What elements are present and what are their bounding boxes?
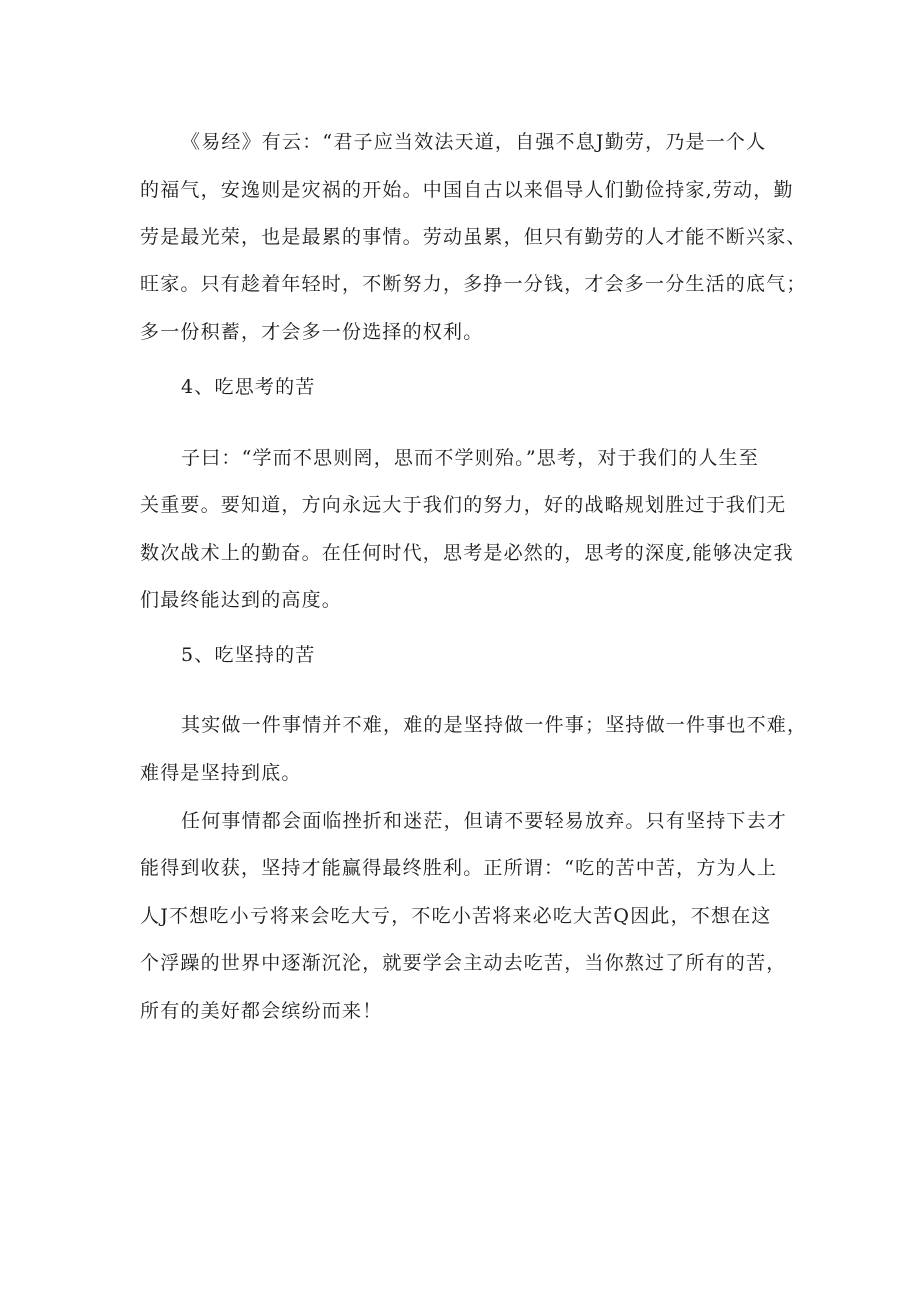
text-line: 人J不想吃小亏将来会吃大亏，不吃小苦将来必吃大苦Q因此，不想在这: [140, 905, 772, 927]
text-line: 其实做一件事情并不难，难的是坚持做一件事；坚持做一件事也不难，: [181, 714, 808, 736]
text-line: 关重要。要知道，方向永远大于我们的努力，好的战略规划胜过于我们无: [140, 494, 787, 516]
text-line: 数次战术上的勤奋。在任何时代，思考是必然的，思考的深度,能够决定我: [140, 542, 794, 564]
text-line: 难得是坚持到底。: [140, 762, 302, 784]
text-line: 子曰：“学而不思则罔，思而不学则殆。”思考，对于我们的人生至: [181, 447, 759, 469]
text-line: 所有的美好都会缤纷而来！: [140, 1000, 383, 1022]
section-heading-5: 5、吃坚持的苦: [181, 644, 316, 666]
text-line: 们最终能达到的高度。: [140, 589, 343, 611]
text-line: 能得到收获，坚持才能赢得最终胜利。正所谓：“吃的苦中苦，方为人上: [140, 857, 778, 879]
text-line: 劳是最光荣，也是最累的事情。劳动虽累，但只有勤劳的人才能不断兴家、: [140, 226, 807, 248]
text-line: 任何事情都会面临挫折和迷茫，但请不要轻易放弃。只有坚持下去才: [181, 810, 788, 832]
text-line: 旺家。只有趁着年轻时，不断努力，多挣一分钱，才会多一分生活的底气；: [140, 273, 807, 295]
section-heading-4: 4、吃思考的苦: [181, 376, 316, 398]
text-line: 的福气，安逸则是灾祸的开始。中国自古以来倡导人们勤俭持家,劳动，勤: [140, 179, 794, 201]
text-line: 多一份积蓄，才会多一份选择的权利。: [140, 321, 484, 343]
text-line: 个浮躁的世界中逐渐沉沦，就要学会主动去吃苦，当你熬过了所有的苦，: [140, 952, 787, 974]
text-line: 《易经》有云：“君子应当效法天道，自强不息J勤劳，乃是一个人: [181, 131, 767, 153]
